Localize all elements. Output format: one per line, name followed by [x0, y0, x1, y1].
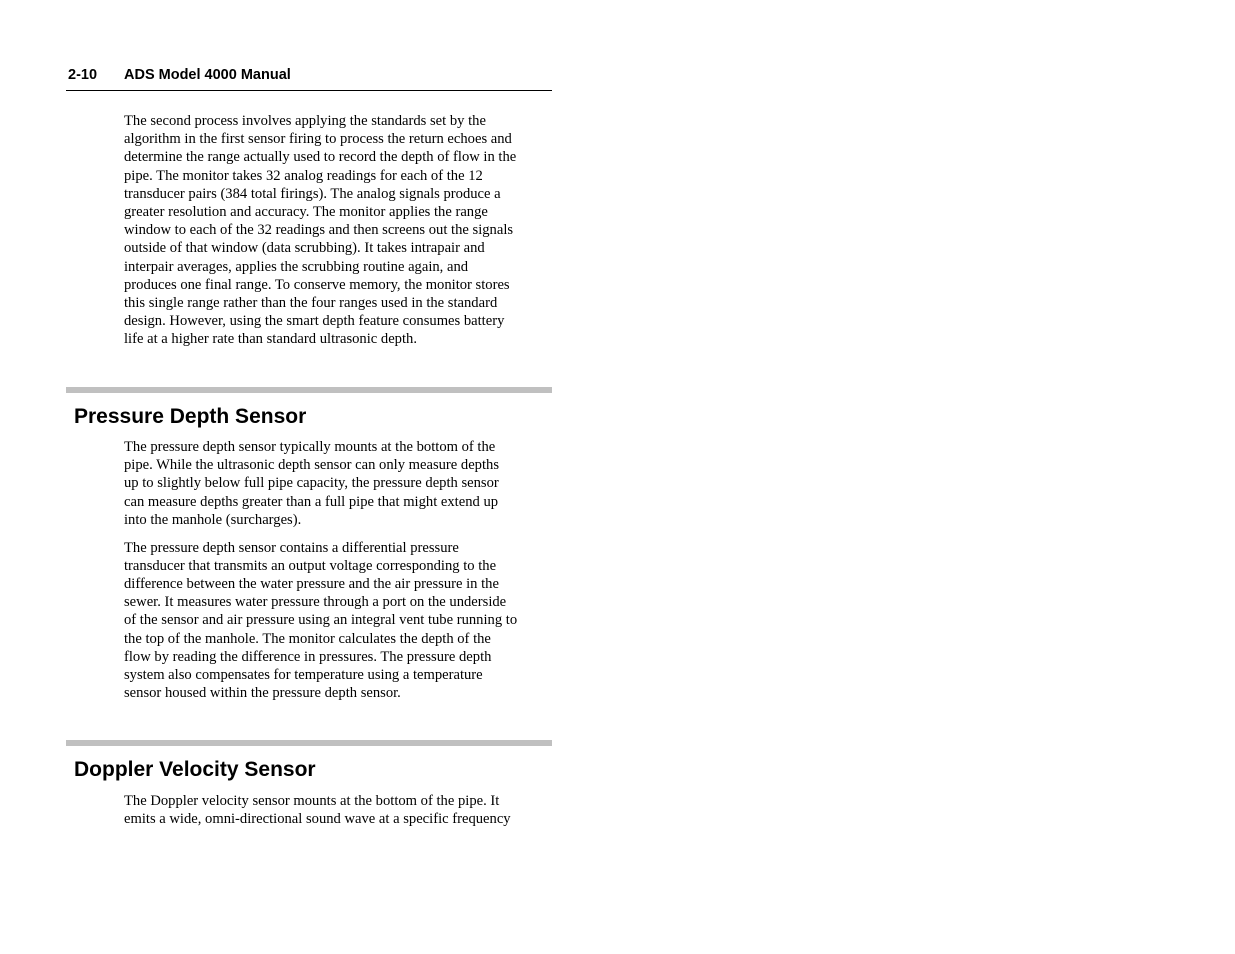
intro-paragraph: The second process involves applying the standards set by the algorithm in the first sensor firing to process the return echoes and determine the range actually used to record the depth of flow in the pipe. The monitor takes 32 analog readings for each of the 12 transducer pairs (384 total firings). The analog signals produce a greater resolution and accuracy. The monitor applies the range window to each of the 32 readings and then screens out the signals outside of that window (data scrubbing). It takes intrapair and interpair averages, applies the scrubbing routine again, and produces one final range. To conserve memory, the monitor stores this single range rather than the four ranges used in the standard design. However, using the smart depth feature consumes battery life at a higher rate than standard ultrasonic depth. [124, 113, 517, 348]
page-number: 2-10 [68, 67, 98, 83]
section-divider-doppler [66, 740, 552, 746]
intro-text-block [124, 112, 548, 349]
section-heading-doppler-velocity-sensor: Doppler Velocity Sensor [74, 758, 316, 781]
doppler-section-body [124, 792, 548, 828]
pressure-paragraph-2: The pressure depth sensor contains a differential pressure transducer that transmits an output voltage corresponding to the difference between the water pressure and the air pressure in the sewer. It measures water pressure through a port on the underside of the sensor and air pressure using an integral vent tube running to the top of the manhole. The monitor calculates the depth of the flow by reading the difference in pressures. The pressure depth system also compensates for temperature using a temperature sensor housed within the pressure depth sensor. [124, 539, 518, 702]
section-divider-pressure [66, 387, 552, 393]
pressure-paragraph-1: The pressure depth sensor typically mounts at the bottom of the pipe. While the ultrasonic depth sensor can only measure depths up to slightly below full pipe capacity, the pressure depth sensor can measure depths greater than a full pipe that might extend up into the manhole (surcharges). [124, 439, 500, 528]
manual-title: ADS Model 4000 Manual [124, 67, 291, 83]
page-header [66, 64, 552, 91]
section-heading-pressure-depth-sensor: Pressure Depth Sensor [74, 405, 307, 428]
doppler-paragraph-1: The Doppler velocity sensor mounts at the bottom of the pipe. It emits a wide, omni-directional sound wave at a specific frequency [124, 793, 511, 828]
pressure-section-body [124, 438, 548, 702]
